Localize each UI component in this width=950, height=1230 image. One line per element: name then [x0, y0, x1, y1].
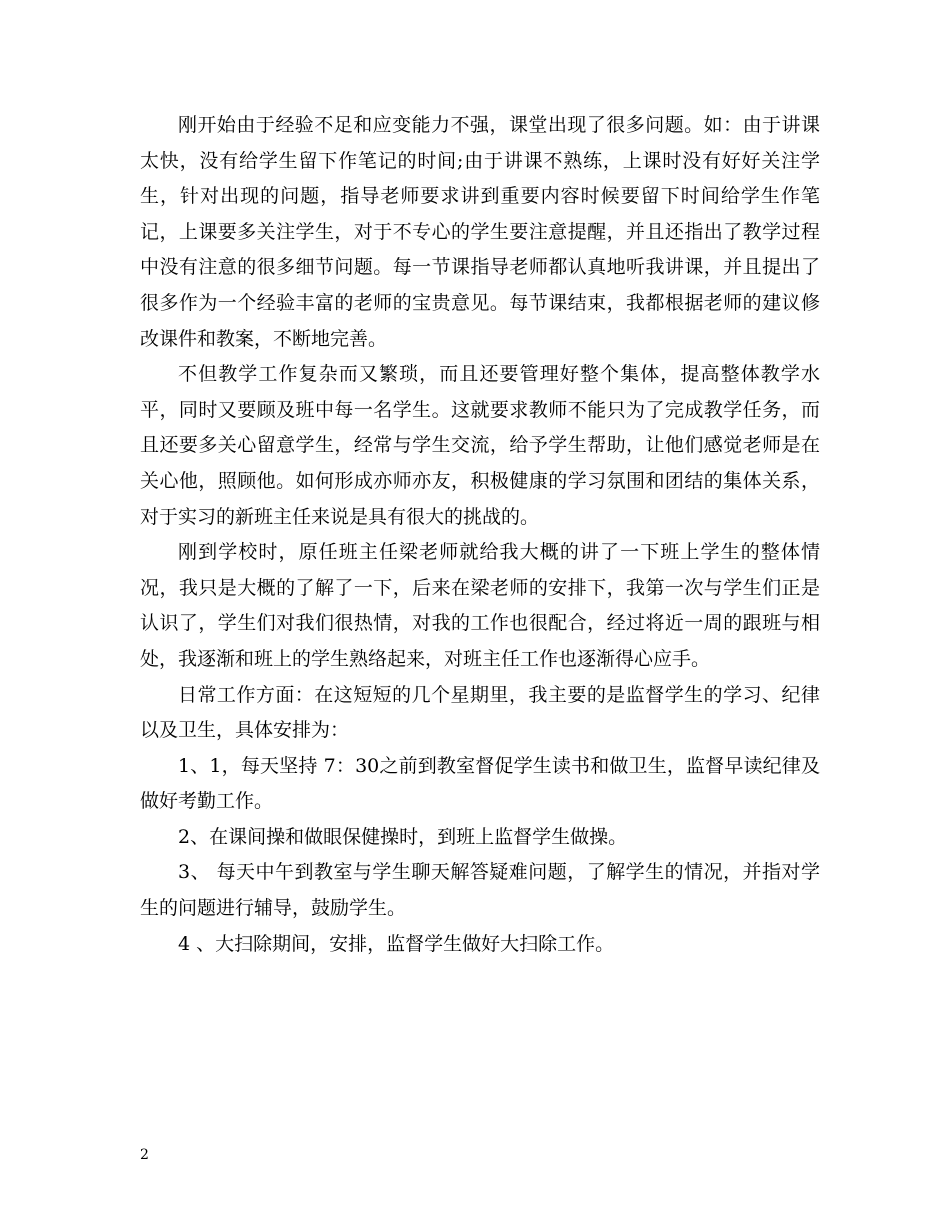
paragraph-daily-work: 日常工作方面：在这短短的几个星期里，我主要的是监督学生的学习、纪律以及卫生，具体安排为：	[140, 683, 820, 742]
list-item-cleaning: 4 、大扫除期间，安排，监督学生做好大扫除工作。	[178, 932, 615, 955]
list-item-noon-tutoring: 3、 每天中午到教室与学生聊天解答疑难问题，了解学生的情况，并指对学生的问题进行辅导，鼓励学生。	[140, 861, 820, 920]
page-number: 2	[140, 1147, 149, 1163]
paragraph-arrival-at-school: 刚到学校时，原任班主任梁老师就给我大概的讲了一下班上学生的整体情况，我只是大概的了解了一下，后来在梁老师的安排下，我第一次与学生们正是认识了，学生们对我们很热情，对我的工作也很配合，经过将近一周的跟班与相处，我逐渐和班上的学生熟络起来，对班主任工作也逐渐得心应手。	[140, 541, 820, 670]
paragraph-class-management: 不但教学工作复杂而又繁琐，而且还要管理好整个集体，提高整体教学水平，同时又要顾及班中每一名学生。这就要求教师不能只为了完成教学任务，而且还要多关心留意学生，经常与学生交流，给予学生帮助，让他们感觉老师是在关心他，照顾他。如何形成亦师亦友，积极健康的学习氛围和团结的集体关系，对于实习的新班主任来说是具有很大的挑战的。	[140, 363, 820, 528]
list-item-exercise-supervision: 2、在课间操和做眼保健操时，到班上监督学生做操。	[178, 825, 628, 848]
paragraph-teaching-problems: 刚开始由于经验不足和应变能力不强，课堂出现了很多问题。如：由于讲课太快，没有给学生留下作笔记的时间;由于讲课不熟练，上课时没有好好关注学生，针对出现的问题，指导老师要求讲到重要内容时候要留下时间给学生作笔记，上课要多关注学生，对于不专心的学生要注意提醒，并且还指出了教学过程中没有注意的很多细节问题。每一节课指导老师都认真地听我讲课，并且提出了很多作为一个经验丰富的老师的宝贵意见。每节课结束，我都根据老师的建议修改课件和教案，不断地完善。	[140, 114, 820, 350]
document-body	[140, 108, 820, 962]
list-item-morning-duty: 1、1，每天坚持 7：30之前到教室督促学生读书和做卫生，监督早读纪律及做好考勤工作。	[140, 754, 820, 813]
